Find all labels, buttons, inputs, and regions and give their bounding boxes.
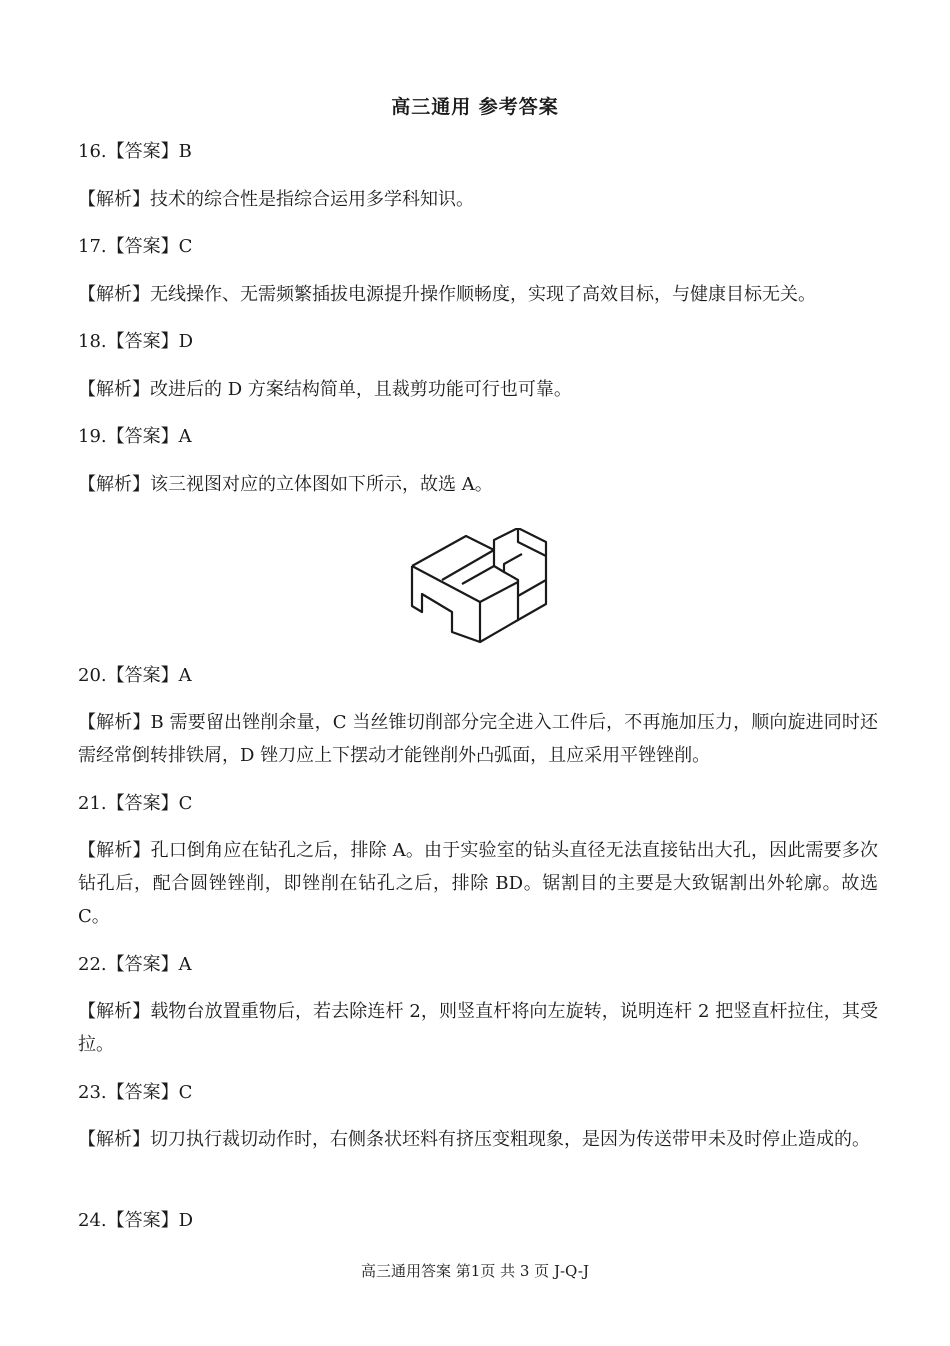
analysis-17: 【解析】无线操作、无需频繁插拔电源提升操作顺畅度，实现了高效目标，与健康目标无关。 [78, 284, 816, 305]
analysis-19: 【解析】该三视图对应的立体图如下所示，故选 A。 [78, 474, 493, 495]
page-title: 高三通用 参考答案 [391, 96, 559, 118]
analysis-22: 【解析】载物台放置重物后，若去除连杆 2，则竖直杆将向左旋转，说明连杆 2 把竖直杆拉住，其受拉。 [78, 1001, 878, 1055]
answer-20: 20.【答案】A [78, 665, 192, 686]
answer-17: 17.【答案】C [78, 236, 193, 257]
answer-22: 22.【答案】A [78, 954, 192, 975]
analysis-16: 【解析】技术的综合性是指综合运用多学科知识。 [78, 189, 474, 210]
analysis-20: 【解析】B 需要留出锉削余量，C 当丝锥切削部分完全进入工件后，不再施加压力，顺向旋进同时还需经常倒转排铁屑，D 锉刀应上下摆动才能锉削外凸弧面，且应采用平锉锉削。 [78, 712, 878, 766]
answer-24: 24.【答案】D [78, 1210, 194, 1231]
analysis-21: 【解析】孔口倒角应在钻孔之后，排除 A。由于实验室的钻头直径无法直接钻出大孔，因此需要多次钻孔后，配合圆锉锉削，即锉削在钻孔之后，排除 BD。锯割目的主要是大致锯割出外轮廓。故选 C。 [78, 840, 878, 927]
page-footer: 高三通用答案 第1页 共 3 页 J-Q-J [361, 1262, 589, 1280]
analysis-23: 【解析】切刀执行裁切动作时，右侧条状坯料有挤压变粗现象，是因为传送带甲未及时停止造成的。 [78, 1129, 870, 1150]
answer-18: 18.【答案】D [78, 331, 194, 352]
answer-23: 23.【答案】C [78, 1082, 193, 1103]
answer-19: 19.【答案】A [78, 426, 192, 447]
isometric-figure [408, 528, 554, 646]
answer-16: 16.【答案】B [78, 141, 192, 162]
answer-21: 21.【答案】C [78, 793, 193, 814]
analysis-18: 【解析】改进后的 D 方案结构简单，且裁剪功能可行也可靠。 [78, 379, 572, 400]
